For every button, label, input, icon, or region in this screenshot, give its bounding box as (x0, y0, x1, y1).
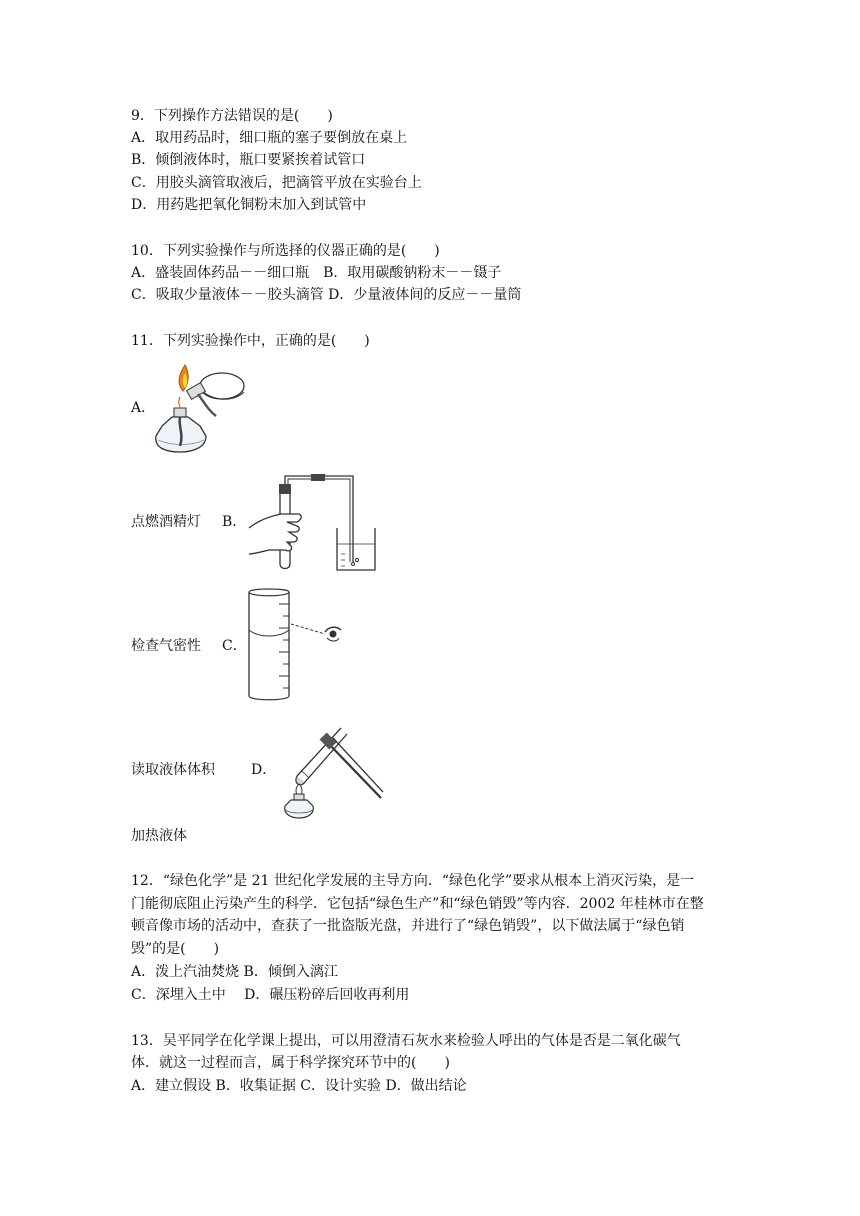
q9-option-b: B．倾倒液体时，瓶口要紧挨着试管口 (131, 152, 366, 168)
q12-line-3: 顿音像市场的活动中，查获了一批盗版光盘，并进行了“绿色销毁”，以下做法属于“绿色销 (131, 918, 685, 934)
q9-option-d: D．用药匙把氧化铜粉末加入到试管中 (131, 197, 367, 213)
q12-line-2: 门能彻底阻止污染产生的科学．它包括“绿色生产”和“绿色销毁”等内容．2002 年桂林市在整 (131, 896, 704, 912)
graduated-cylinder-reading-figure (245, 588, 357, 704)
q13-line-2: 体．就这一过程而言，属于科学探究环节中的( ) (131, 1055, 450, 1071)
alcohol-lamp-lighting-figure (152, 360, 252, 458)
q11-caption-c: 读取液体体积 (131, 762, 215, 778)
q9-stem: 9．下列操作方法错误的是( ) (131, 108, 333, 124)
q11-option-b-label: B． (222, 514, 247, 530)
q13-options: A．建立假设 B．收集证据 C．设计实验 D．做出结论 (131, 1078, 467, 1094)
q12-line-4: 毁”的是( ) (131, 941, 220, 957)
q12-options-cd: C．深埋入土中 D．碾压粉碎后回收再利用 (131, 987, 410, 1003)
q12-options-ab: A．泼上汽油焚烧 B．倾倒入漓江 (131, 964, 338, 980)
q10-options-cd: C．吸取少量液体－－胶头滴管 D．少量液体间的反应－－量筒 (131, 287, 522, 303)
q11-stem: 11．下列实验操作中，正确的是( ) (131, 333, 370, 349)
q13-line-1: 13．吴平同学在化学课上提出，可以用澄清石灰水来检验人呼出的气体是否是二氧化碳气 (131, 1033, 681, 1049)
q9-option-c: C．用胶头滴管取液后，把滴管平放在实验台上 (131, 175, 422, 191)
q11-option-c-label: C． (222, 638, 247, 654)
q12-line-1: 12．“绿色化学”是 21 世纪化学发展的主导方向．“绿色化学”要求从根本上消灭污染，是一 (131, 873, 695, 889)
q10-options-ab: A．盛装固体药品－－细口瓶 B．取用碳酸钠粉末－－镊子 (131, 265, 502, 281)
q11-option-d-label: D． (251, 762, 277, 778)
q9-option-a: A．取用药品时，细口瓶的塞子要倒放在桌上 (131, 130, 408, 146)
q10-stem: 10．下列实验操作与所选择的仪器正确的是( ) (131, 243, 440, 259)
heating-liquid-figure (277, 722, 387, 820)
q11-caption-d: 加热液体 (131, 828, 187, 844)
q11-caption-b: 检查气密性 (131, 638, 201, 654)
airtightness-check-figure (247, 470, 383, 574)
q11-option-a-label: A． (131, 400, 156, 416)
q11-caption-a: 点燃酒精灯 (131, 514, 201, 530)
